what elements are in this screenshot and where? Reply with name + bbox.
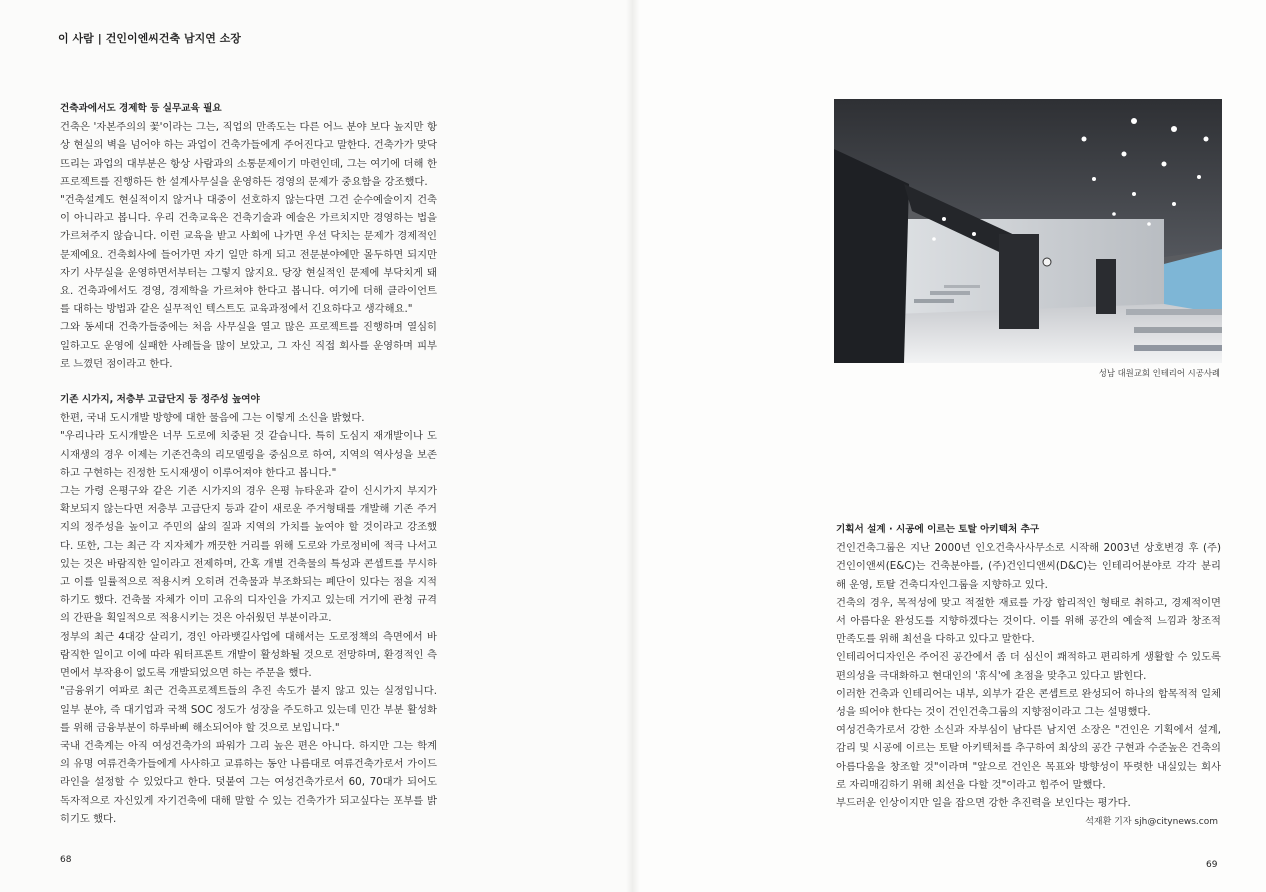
paragraph: 부드러운 인상이지만 일을 잡으면 강한 추진력을 보인다는 평가다. bbox=[836, 797, 1131, 810]
section-heading: 건축과에서도 경제학 등 실무교육 필요 bbox=[60, 103, 222, 114]
page-number-right: 69 bbox=[1206, 860, 1218, 870]
left-article-column bbox=[60, 100, 437, 828]
paragraph: 건축의 경우, 목적성에 맞고 적절한 재료를 가장 합리적인 형태로 취하고, 경제적이면서 아름다운 완성도를 지향하겠다는 것이다. 이를 위해 공간의 예술적 느낌과 창조적 만족도를 위해 최선을 다하고 있다고 말한다. bbox=[836, 596, 1221, 646]
paragraph: 그와 동세대 건축가들중에는 처음 사무실을 열고 많은 프로젝트를 진행하며 열심히 일하고도 운영에 실패한 사례들을 많이 보았고, 그 자신 직접 회사를 운영하며 피부로 느꼈던 점이라고 한다. bbox=[60, 321, 437, 370]
paragraph: 여성건축가로서 강한 소신과 자부심이 남다른 남지연 소장은 "건인은 기획에서 설계, 감리 및 시공에 이르는 토탈 아키텍처를 추구하여 최상의 공간 구현과 수준높은 건축의 아름다움을 창조할 것"이라며 "앞으로 건인은 목표와 방향성이 뚜렷한 내실있는 회사로 자리매김하기 위해 최선을 다할 것"이라고 힘주어 말했다. bbox=[836, 724, 1221, 791]
header-section: 이 사람 bbox=[58, 32, 94, 45]
author-byline: 석재환 기자 sjh@citynews.com bbox=[1085, 817, 1218, 827]
paragraph: 한편, 국내 도시개발 방향에 대한 물음에 그는 이렇게 소신을 밝혔다. bbox=[60, 412, 365, 425]
paragraph: 인테리어디자인은 주어진 공간에서 좀 더 심신이 쾌적하고 편리하게 생활할 수 있도록 편의성을 극대화하고 현대인의 '휴식'에 초점을 맞추고 있다고 밝힌다. bbox=[836, 651, 1221, 682]
paragraph: 그는 가령 은평구와 같은 기존 시가지의 경우 은평 뉴타운과 같이 신시가지 부지가 확보되지 않는다면 저층부 고급단지 등과 같이 새로운 주거형태를 개발해 기존 주거지의 정주성을 높이고 주민의 삶의 질과 지역의 가치를 높여야 할 것이라고 강조했다. 또한, 그는 최근 각 지자체가 깨끗한 거리를 위해 도로와 가로정비에 적극 나서고 있는 것은 바람직한 일이라고 전제하며, 간혹 개별 건축물의 특성과 콘셉트를 무시하고 이를 일률적으로 적용시켜 오히려 건축물과 부조화되는 폐단이 있다는 점을 지적하기도 했다. 건축물 자체가 이미 고유의 디자인을 가지고 있는데 거기에 관청 규격의 간판을 획일적으로 적용시키는 것은 아쉬웠던 부분이라고. bbox=[60, 485, 437, 625]
photo-caption: 성남 대원교회 인테리어 시공사례 bbox=[1098, 368, 1220, 378]
paragraph: 국내 건축계는 아직 여성건축가의 파워가 그리 높은 편은 아니다. 하지만 그는 학계의 유명 여류건축가들에게 사사하고 교류하는 동안 나름대로 여류건축가로서 가이드라인을 설정할 수 있었다고 한다. 덧붙여 그는 여성건축가로서 60, 70대가 되어도 독자적으로 자신있게 자기건축에 대해 말할 수 있는 건축가가 되고싶다는 포부를 밝히기도 했다. bbox=[60, 739, 437, 825]
paragraph: 건축은 '자본주의의 꽃'이라는 그는, 직업의 만족도는 다른 어느 분야 보다 높지만 항상 현실의 벽을 넘어야 하는 과업이 건축가들에게 주어진다고 말한다. 건축가가 맞닥뜨리는 과업의 대부분은 항상 사람과의 소통문제이기 마련인데, 그는 여기에 더해 한 프로젝트를 진행하든 한 설계사무실을 운영하든 경영의 문제가 중요함을 강조했다. bbox=[60, 121, 437, 188]
section-heading: 기존 시가지, 저층부 고급단지 등 정주성 높여야 bbox=[60, 394, 260, 406]
page-spine bbox=[626, 0, 640, 892]
quote-paragraph: "우리나라 도시개발은 너무 도로에 치중된 것 같습니다. 특히 도심지 재개발이나 도시재생의 경우 이제는 기존건축의 리모델링을 중심으로 하여, 지역의 역사성을 보존하고 구현하는 진정한 도시재생이 이루어져야 한다고 봅니다." bbox=[60, 430, 437, 479]
section-gap bbox=[60, 373, 437, 391]
section-heading: 기획서 설계 · 시공에 이르는 토탈 아키텍처 추구 bbox=[836, 524, 1040, 535]
running-header bbox=[58, 30, 241, 46]
paragraph: 건인건축그룹은 지난 2000년 인오건축사사무소로 시작해 2003년 상호변경 후 (주)건인이앤씨(E&C)는 건축분야를, (주)건인디앤씨(D&C)는 인테리어분야로 각각 분리해 운영, 토탈 건축디자인그룹을 지향하고 있다. bbox=[836, 542, 1221, 591]
quote-paragraph: "금융위기 여파로 최근 건축프로젝트들의 추진 속도가 붙지 않고 있는 실정입니다. 일부 분야, 즉 대기업과 국책 SOC 정도가 성장을 주도하고 있는데 민간 부분 활성화를 위해 금융부분이 하루바삐 해소되어야 할 것으로 보입니다." bbox=[60, 685, 437, 734]
page-number-left: 68 bbox=[60, 855, 72, 865]
header-separator: | bbox=[97, 32, 102, 45]
paragraph: 정부의 최근 4대강 살리기, 경인 아라뱃길사업에 대해서는 도로정책의 측면에서 바람직한 일이고 이에 따라 워터프론트 개발이 활성화될 것으로 전망하며, 환경적인 측면에서 부작용이 없도록 개발되었으면 하는 주문을 했다. bbox=[60, 630, 437, 680]
interior-photo bbox=[834, 99, 1222, 363]
header-subject: 건인이엔씨건축 남지연 소장 bbox=[105, 32, 241, 45]
right-article-column bbox=[836, 521, 1221, 812]
paragraph: 이러한 건축과 인테리어는 내부, 외부가 같은 콘셉트로 완성되어 하나의 합목적적 일체성을 띄어야 한다는 것이 건인건축그룹의 지향점이라고 그는 설명했다. bbox=[836, 687, 1221, 719]
quote-paragraph: "건축설계도 현실적이지 않거나 대중이 선호하지 않는다면 그건 순수예술이지 건축이 아니라고 봅니다. 우리 건축교육은 건축기술과 예술은 가르치지만 경영하는 법을 가르쳐주지 않습니다. 이런 교육을 받고 사회에 나가면 우선 닥치는 문제가 경제적인 문제예요. 건축회사에 들어가면 자기 일만 하게 되고 전문분야에만 몰두하면 되지만 자기 사무실을 운영하면서부터는 그렇지 않지요. 당장 현실적인 문제에 부닥치게 돼요. 건축과에서도 경영, 경제학을 가르쳐야 한다고 봅니다. 여기에 더해 클라이언트를 대하는 방법과 같은 실무적인 텍스트도 교육과정에서 긴요하다고 생각해요." bbox=[60, 194, 437, 316]
